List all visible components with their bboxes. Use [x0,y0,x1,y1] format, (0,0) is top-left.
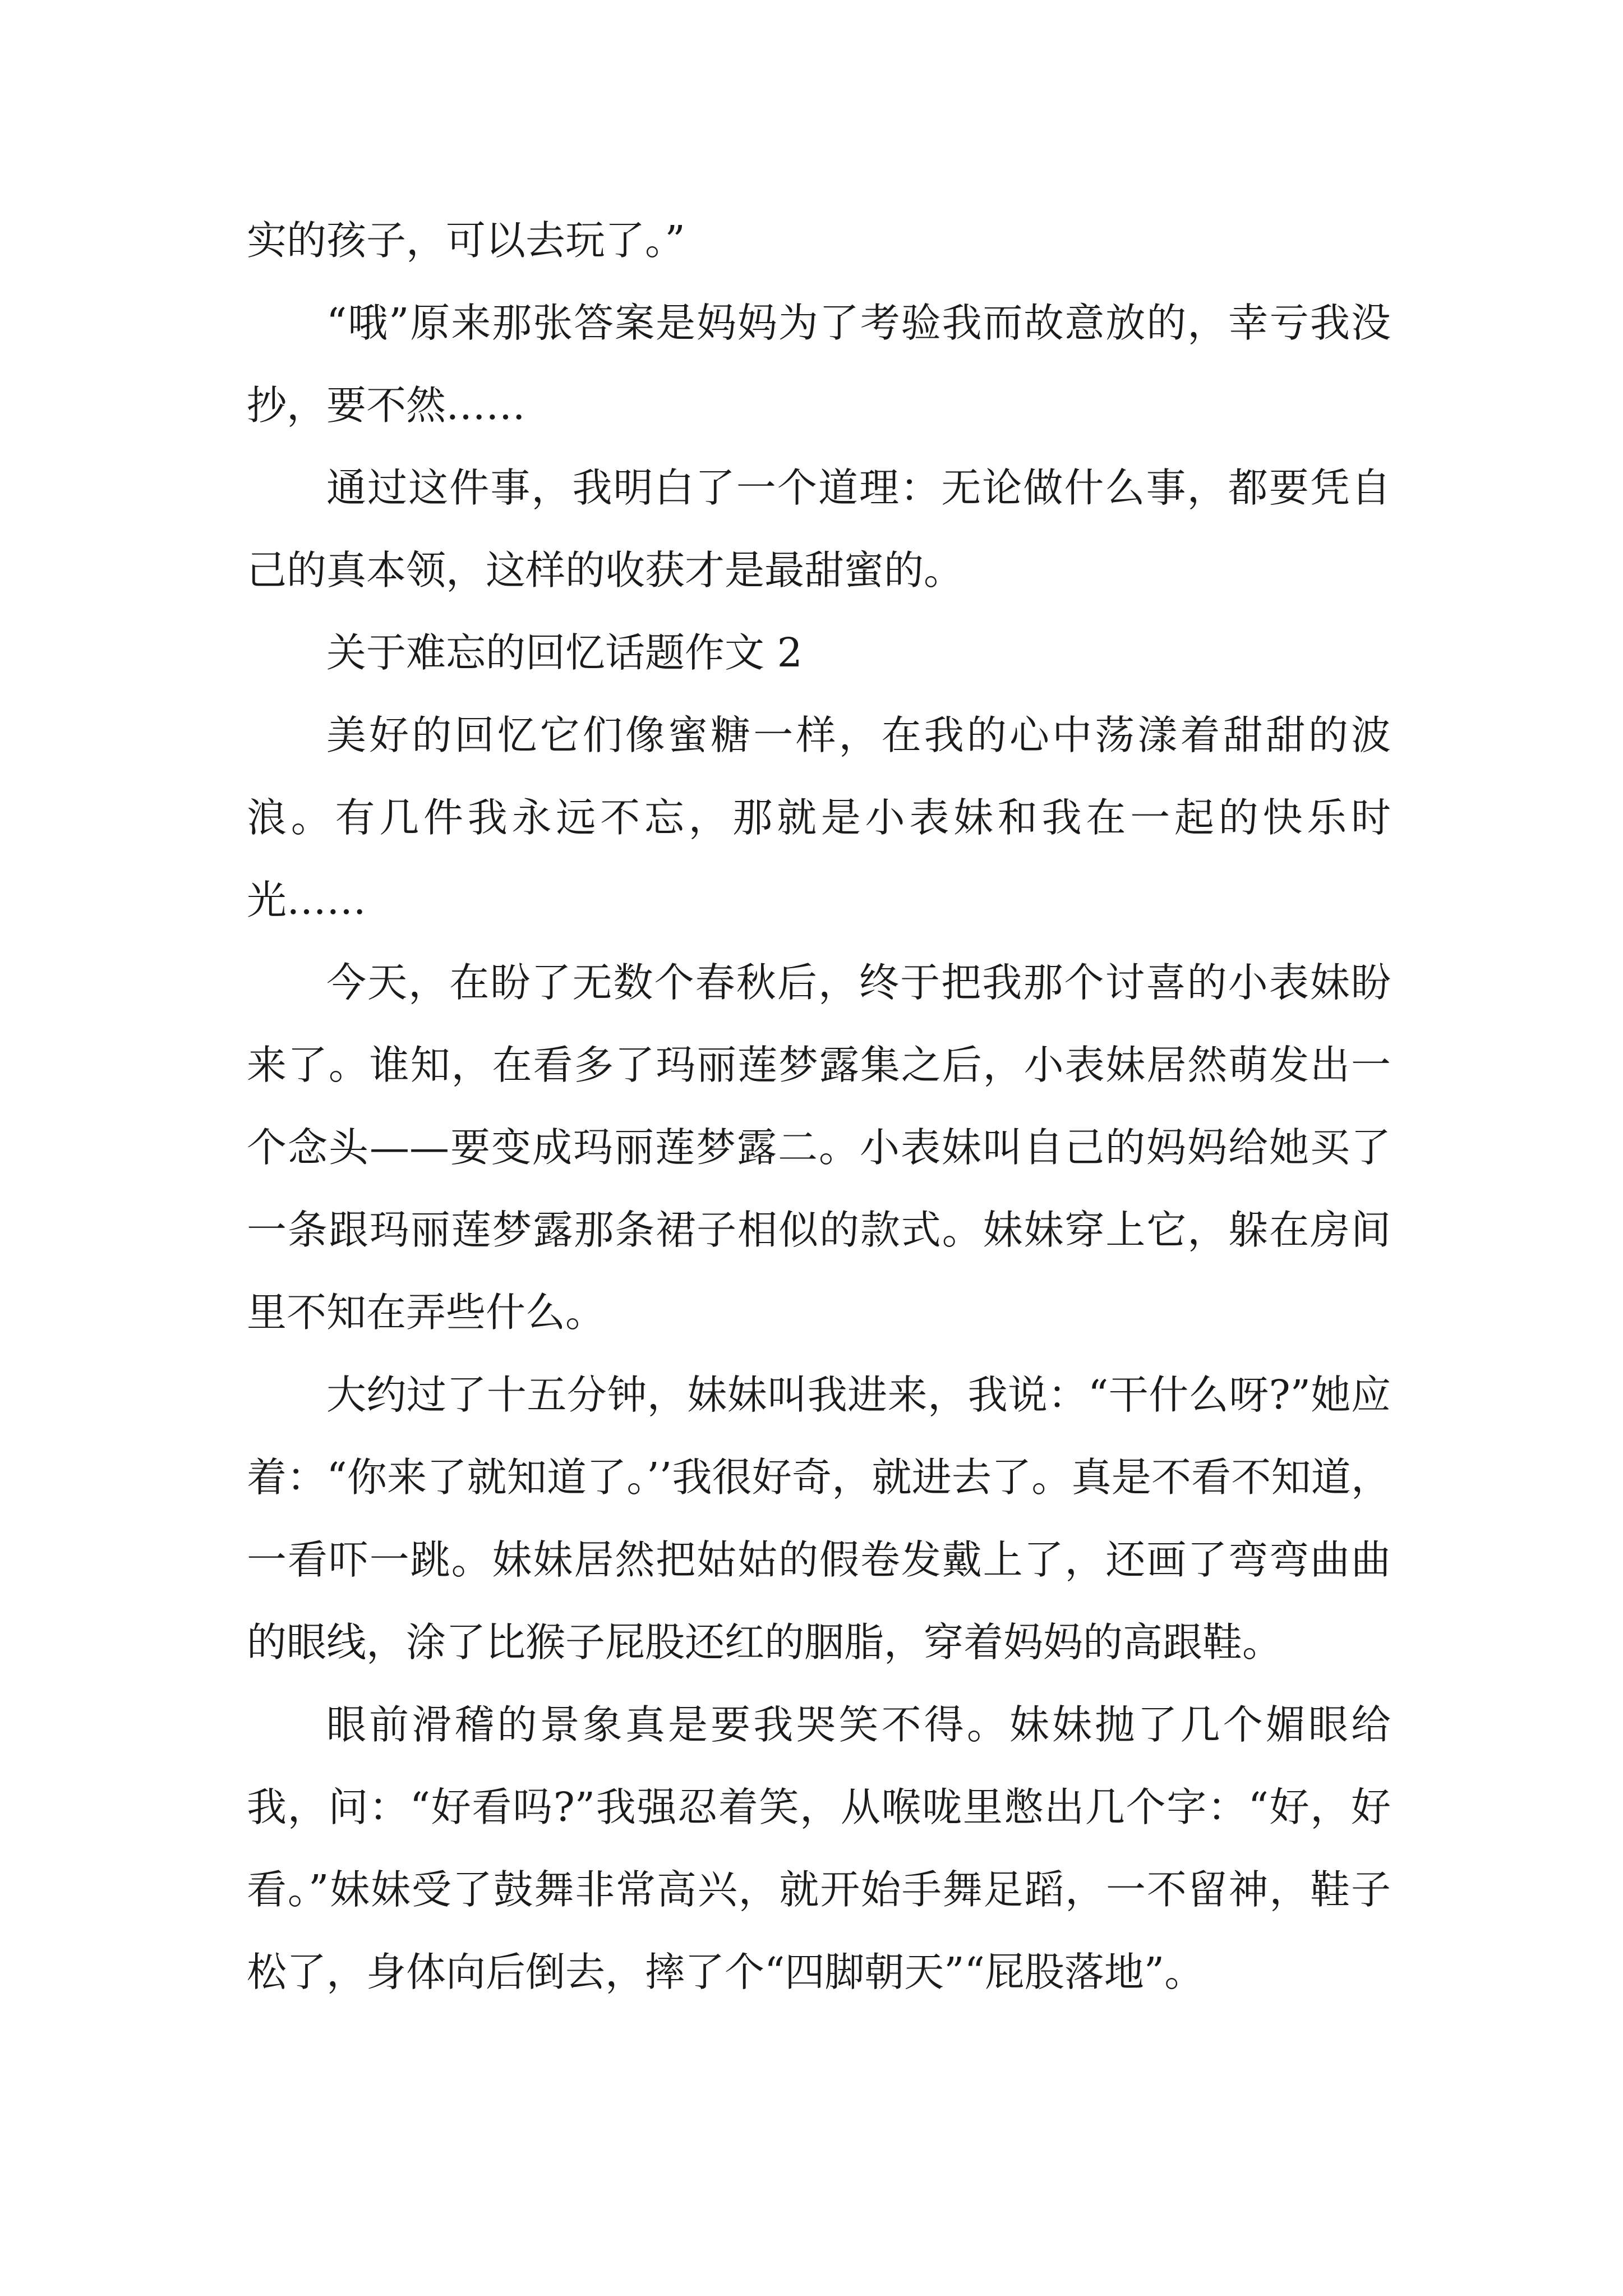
paragraph-1: 实的孩子，可以去玩了。” [247,217,685,264]
paragraph-8: 眼前滑稽的景象真是要我哭笑不得。妹妹抛了几个媚眼给我，问：“好看吗?”我强忍着笑，从喉咙里憋出几个字：“好，好看。”妹妹受了鼓舞非常高兴，就开始手舞足蹈，一不留神，鞋子松了，身体向后倒去，摔了个“四脚朝天”“屁股落地”。 [247,1701,1391,1995]
paragraph-7: 大约过了十五分钟，妹妹叫我进来，我说：“干什么呀?”她应着：“你来了就知道了。’’我很好奇，就进去了。真是不看不知道，一看吓一跳。妹妹居然把姑姑的假卷发戴上了，还画了弯弯曲曲的眼线，涂了比猴子屁股还红的胭脂，穿着妈妈的高跟鞋。 [247,1372,1391,1665]
paragraph-3: 通过这件事，我明白了一个道理：无论做什么事，都要凭自己的真本领，这样的收获才是最甜蜜的。 [247,464,1391,593]
section-heading: 关于难忘的回忆话题作文 2 [326,629,803,676]
paragraph-5: 美好的回忆它们像蜜糖一样，在我的心中荡漾着甜甜的波浪。有几件我永远不忘，那就是小表妹和我在一起的快乐时光…… [247,712,1391,923]
document-body [247,199,1391,2013]
paragraph-6: 今天，在盼了无数个春秋后，终于把我那个讨喜的小表妹盼来了。谁知，在看多了玛丽莲梦露集之后，小表妹居然萌发出一个念头——要变成玛丽莲梦露二。小表妹叫自己的妈妈给她买了一条跟玛丽莲梦露那条裙子相似的款式。妹妹穿上它，躲在房间里不知在弄些什么。 [247,959,1391,1336]
paragraph-2: “哦”原来那张答案是妈妈为了考验我而故意放的，幸亏我没抄，要不然…… [247,300,1391,429]
